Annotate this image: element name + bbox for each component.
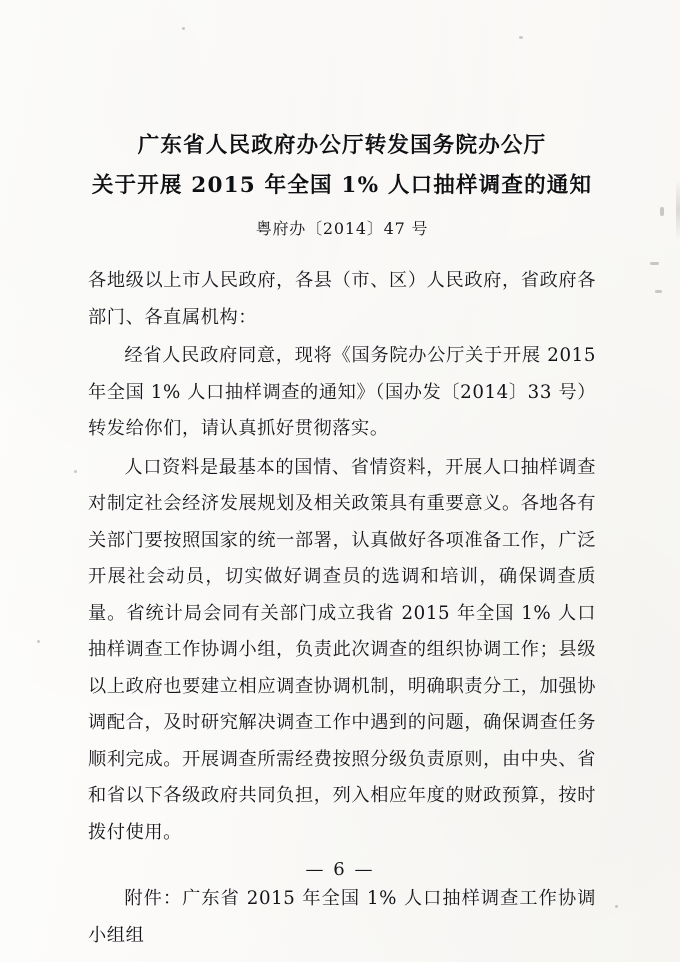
- scan-speck: [37, 640, 40, 643]
- scan-speck: [655, 290, 662, 293]
- page-number-label: — 6 —: [305, 859, 375, 880]
- document-title: [88, 126, 596, 206]
- page-number: [0, 859, 680, 880]
- scan-speck: [74, 470, 77, 473]
- scan-speck: [519, 36, 523, 39]
- scan-speck: [615, 905, 618, 908]
- scan-edge-mark: [676, 180, 680, 240]
- title-line-1: 广东省人民政府办公厅转发国务院办公厅: [137, 133, 547, 158]
- document-number: 粤府办〔2014〕47 号: [255, 219, 429, 238]
- attachment-line: 附件：广东省 2015 年全国 1% 人口抽样调查工作协调小组组: [88, 888, 596, 946]
- document-content: [88, 126, 596, 956]
- scan-speck: [650, 262, 659, 265]
- paragraph-body-2: 人口资料是最基本的国情、省情资料，开展人口抽样调查对制定社会经济发展规划及相关政策具有重要意义。各地各有关部门要按照国家的统一部署，认真做好各项准备工作，广泛开展社会动员，切实做好调查员的选调和培训，确保调查质量。省统计局会同有关部门成立我省 2015 年全国 1% 人口抽样调查工作协调小组，负责此次调查的组织协调工作；县级以上政府也要建立相应调查协调机制，明确职责分工，加强协调配合，及时研究解决调查工作中遇到的问题，确保调查任务顺利完成。开展调查所需经费按照分级负责原则，由中央、省和省以下各级政府共同负担，列入相应年度的财政预算，按时拨付使用。: [88, 456, 596, 843]
- paragraph-addressee: 各地级以上市人民政府，各县（市、区）人民政府，省政府各部门、各直属机构：: [88, 270, 596, 328]
- scan-speck: [182, 27, 185, 30]
- title-line-2: 关于开展 2015 年全国 1% 人口抽样调查的通知: [91, 173, 593, 198]
- scan-speck: [660, 207, 664, 216]
- paragraph-body-1: 经省人民政府同意，现将《国务院办公厅关于开展 2015 年全国 1% 人口抽样调查的通知》（国办发〔2014〕33 号）转发给你们，请认真抓好贯彻落实。: [88, 345, 596, 439]
